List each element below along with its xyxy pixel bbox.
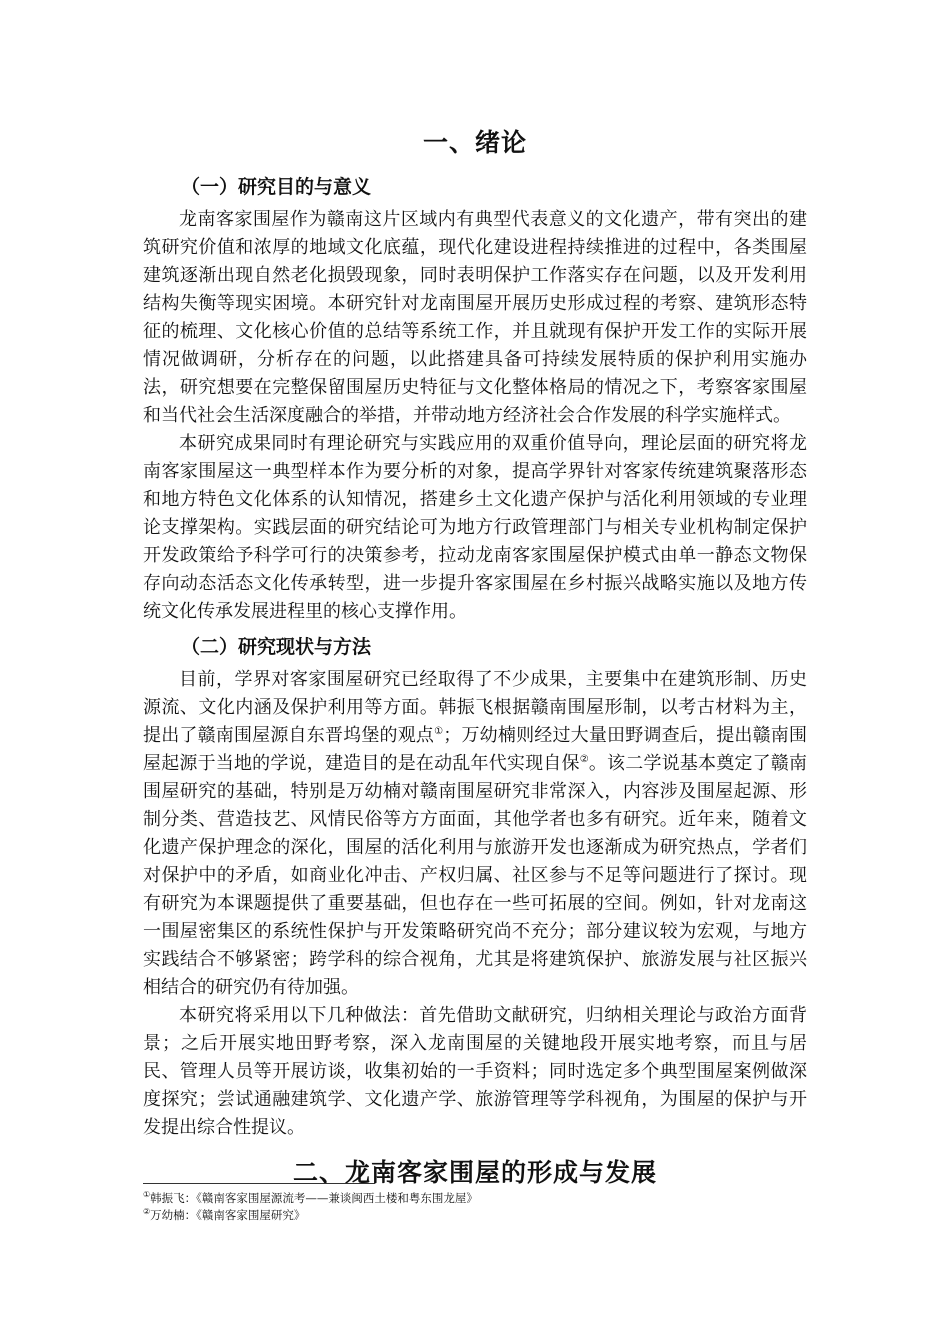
footnote-2 xyxy=(143,1207,807,1224)
section-heading-status: （二）研究现状与方法 xyxy=(181,636,372,658)
chapter-heading-introduction: 一、绪论 xyxy=(422,128,527,157)
paragraph-status-part-2: ；万幼楠则经过大量田野调查后，提出赣南围屋起源于当地的学说，建造目的是在动乱年代实现自保 xyxy=(143,725,808,774)
paragraph-status-part-1: 目前，学界对客家围屋研究已经取得了不少成果，主要集中在建筑形制、历史源流、文化内涵及保护利用等方面。韩振飞根据赣南围屋形制，以考古材料为主，提出了赣南围屋源自东晋坞堡的观点 xyxy=(143,669,807,746)
chapter-heading-formation: 二、龙南客家围屋的形成与发展 xyxy=(292,1158,657,1187)
paragraph-value: 本研究成果同时有理论研究与实践应用的双重价值导向，理论层面的研究将龙南客家围屋这一典型样本作为要分析的对象，提高学界针对客家传统建筑聚落形态和地方特色文化体系的认知情况，搭建乡土文化遗产保护与活化利用领域的专业理论支撑架构。实践层面的研究结论可为地方行政管理部门与相关专业机构制定保护开发政策给予科学可行的决策参考，拉动龙南客家围屋保护模式由单一静态文物保存向动态活态文化传承转型，进一步提升客家围屋在乡村振兴战略实施以及地方传统文化传承发展进程里的核心支撑作用。 xyxy=(143,433,807,622)
footnote-ref-2[interactable]: ② xyxy=(579,754,589,765)
paragraph-status-part-3: 。该二学说基本奠定了赣南围屋研究的基础，特别是万幼楠对赣南围屋研究非常深入，内容涉及围屋起源、形制分类、营造技艺、风情民俗等方方面面，其他学者也多有研究。近年来，随着文化遗产保护理念的深化，围屋的活化利用与旅游开发也逐渐成为研究热点，学者们对保护中的矛盾，如商业化冲击、产权归属、社区参与不足等问题进行了探讨。现有研究为本课题提供了重要基础，但也存在一些可拓展的空间。例如，针对龙南这一围屋密集区的系统性保护与开发策略研究尚不充分；部分建议较为宏观，与地方实践结合不够紧密；跨学科的综合视角，尤其是将建筑保护、旅游发展与社区振兴相结合的研究仍有待加强。 xyxy=(143,753,808,998)
footnote-1-mark: ① xyxy=(143,1190,151,1200)
paragraph-status xyxy=(143,666,807,1002)
footnotes xyxy=(143,1183,807,1224)
section-heading-purpose: （一）研究目的与意义 xyxy=(181,176,372,198)
footnote-1-text: 韩振飞：《赣南客家围屋源流考——兼谈闽西土楼和粤东围龙屋》 xyxy=(150,1191,478,1205)
footnote-ref-1[interactable]: ① xyxy=(434,726,444,737)
document-body xyxy=(143,118,807,1198)
footnote-divider xyxy=(143,1183,375,1184)
paragraph-method: 本研究将采用以下几种做法：首先借助文献研究，归纳相关理论与政治方面背景；之后开展实地田野考察，深入龙南围屋的关键地段开展实地考察，而且与居民、管理人员等开展访谈，收集初始的一手资料；同时选定多个典型围屋案例做深度探究；尝试通融建筑学、文化遗产学、旅游管理等学科视角，为围屋的保护与开发提出综合性提议。 xyxy=(143,1005,807,1138)
footnote-2-text: 万幼楠：《赣南客家围屋研究》 xyxy=(150,1208,306,1222)
footnote-1 xyxy=(143,1190,807,1207)
footnote-2-mark: ② xyxy=(143,1207,151,1217)
paragraph-purpose: 龙南客家围屋作为赣南这片区域内有典型代表意义的文化遗产，带有突出的建筑研究价值和浓厚的地域文化底蕴，现代化建设进程持续推进的过程中，各类围屋建筑逐渐出现自然老化损毁现象，同时表明保护工作落实存在问题，以及开发利用结构失衡等现实困境。本研究针对龙南围屋开展历史形成过程的考察、建筑形态特征的梳理、文化核心价值的总结等系统工作，并且就现有保护开发工作的实际开展情况做调研，分析存在的问题，以此搭建具备可持续发展特质的保护利用实施办法，研究想要在完整保留围屋历史特征与文化整体格局的情况之下，考察客家围屋和当代社会生活深度融合的举措，并带动地方经济社会合作发展的科学实施样式。 xyxy=(143,209,807,426)
